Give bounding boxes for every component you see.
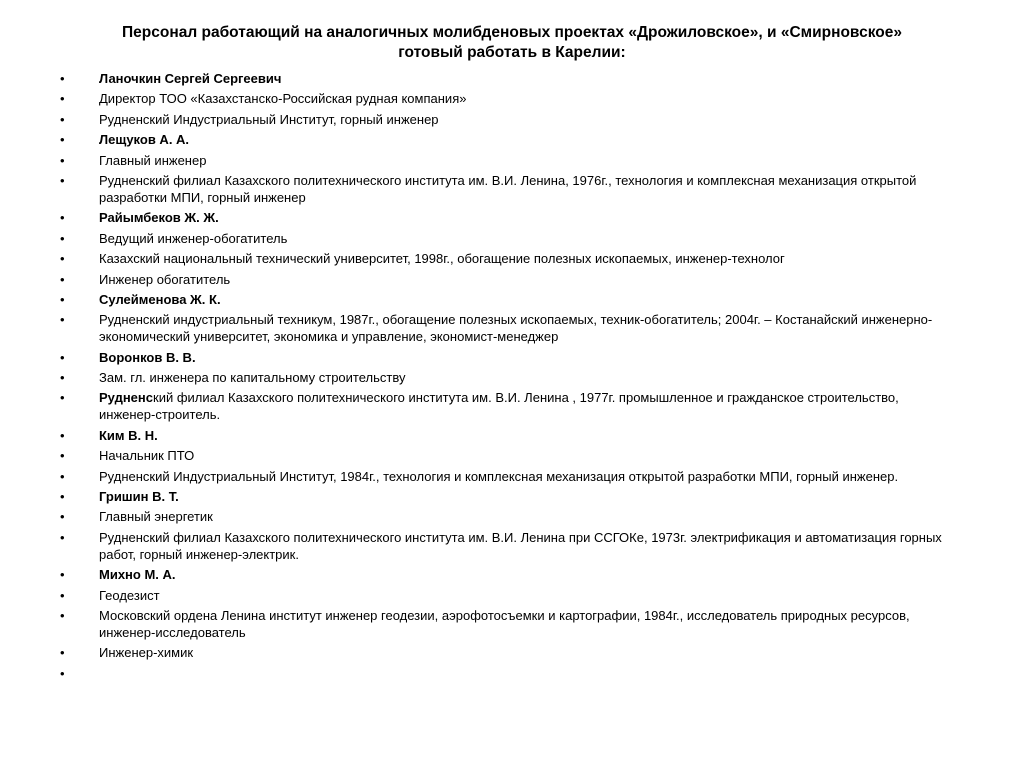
bullet-icon: • [60,210,65,226]
bullet-icon: • [60,111,65,127]
bullet-icon: • [60,312,65,328]
person-name-item [0,566,1024,583]
bullet-icon: • [60,152,65,168]
list-item-text [99,567,176,582]
list-item-text [99,153,206,168]
list-item-text [99,312,932,344]
bullet-icon: • [60,509,65,525]
list-item [0,508,1024,525]
list-item [0,271,1024,288]
bullet-icon: • [60,349,65,365]
list-item-body: Рудненский Индустриальный Институт, 1984г., технология и комплексная механизация открытой разработки МПИ, горный инженер. [99,468,899,484]
person-name-item [0,291,1024,308]
bullet-icon: • [60,251,65,267]
bullet-icon: • [60,291,65,307]
list-item-body: Рудненский филиал Казахского политехнического института им. В.И. Ленина при ССГОКе, 1973г. электрификация и автоматизация горных работ, горный инженер-электрик. [99,529,942,562]
list-item-body: Рудненский филиал Казахского политехнического института им. В.И. Ленина, 1976г., технология и комплексная механизация открытой разработки МПИ, горный инженер [99,172,917,205]
bullet-icon: • [60,468,65,484]
list-item-body: Гришин В. Т. [99,489,179,505]
list-item [0,607,1024,641]
list-item-body: Инженер обогатитель [99,271,231,287]
list-item-body: Казахский национальный технический университет, 1998г., обогащение полезных ископаемых, инженер-технолог [99,251,785,267]
list-item-body: Райымбеков Ж. Ж. [99,210,219,226]
list-item [0,90,1024,107]
list-item-body: Главный энергетик [99,509,213,525]
bullet-icon: • [60,645,65,661]
list-item [0,644,1024,661]
list-item-text [99,469,898,484]
list-item-text [99,448,194,463]
bullet-icon: • [60,489,65,505]
list-item-body: Лещуков А. А. [99,132,190,148]
list-item-body: Рудненский Индустриальный Институт, горный инженер [99,111,439,127]
person-name-item [0,427,1024,444]
list-item-text [99,645,193,660]
list-item-body: Ким В. Н. [99,427,158,443]
slide-title-line-1: Персонал работающий на аналогичных молибденовых проектах «Дрожиловское», и «Смирновское» [122,24,902,41]
list-item-text [99,390,899,422]
list-item-body: Ведущий инженер-обогатитель [99,230,288,246]
person-name-item [0,209,1024,226]
bullet-icon: • [60,91,65,107]
list-item-text [99,91,466,106]
list-item-body: Директор ТОО «Казахстанско-Российская рудная компания» [99,91,467,107]
list-item-text [99,71,281,86]
list-item [0,447,1024,464]
list-item-text [99,428,158,443]
bullet-icon: • [60,607,65,623]
list-item [0,529,1024,563]
bullet-icon: • [60,427,65,443]
list-item [0,230,1024,247]
bullet-icon: • [60,132,65,148]
list-item [0,172,1024,206]
bullet-icon: • [60,370,65,386]
slide-title [60,23,964,63]
list-item-text [99,292,221,307]
list-item [0,250,1024,267]
list-item-bold-prefix: Рудненс [99,390,153,406]
list-item [0,369,1024,386]
list-item-body: Сулейменова Ж. К. [99,291,221,307]
list-item-body: Инженер-химик [99,645,194,661]
list-item [0,587,1024,604]
list-item-body: Воронков В. В. [99,349,196,365]
bullet-icon: • [60,587,65,603]
list-item-body: Ланочкин Сергей Сергеевич [99,71,282,86]
list-item [0,389,1024,423]
bullet-icon: • [60,230,65,246]
list-item [0,468,1024,485]
bullet-icon: • [60,71,65,86]
bullet-icon: • [60,172,65,188]
list-item-body: Зам. гл. инженера по капитальному строительству [99,370,406,386]
list-item-body: кий филиал Казахского политехнического института им. В.И. Ленина , 1977г. промышленное и гражданское строительство, инженер-строитель. [99,390,899,423]
list-item-text [99,112,439,127]
list-item-text [99,370,405,385]
list-item-text [99,608,910,640]
list-item-text [99,251,785,266]
list-item [0,111,1024,128]
list-item-body: Московский ордена Ленина институт инженер геодезии, аэрофотосъемки и картографии, 1984г., исследователь природных ресурсов, инженер-исследователь [99,607,910,640]
list-item-text [99,588,160,603]
list-item-body: Главный инженер [99,152,207,168]
list-item-text [99,272,230,287]
person-name-item [0,488,1024,505]
list-item-text [99,210,219,225]
list-item-text [99,231,287,246]
list-item-body: Начальник ПТО [99,448,195,464]
slide-title-line-2: готовый работать в Карелии: [398,44,626,61]
person-name-item [0,349,1024,366]
list-item [0,152,1024,169]
list-item-text [99,350,196,365]
bullet-icon: • [60,390,65,406]
list-item-text [99,530,942,562]
bullet-icon: • [60,567,65,583]
bullet-icon: • [60,529,65,545]
bullet-icon: • [60,448,65,464]
list-item [0,311,1024,345]
bullet-icon: • [60,665,65,681]
list-item-text [99,489,179,504]
list-item-body: Геодезист [99,587,160,603]
staff-list [0,70,1024,681]
list-item-body: Михно М. А. [99,567,176,583]
bullet-icon: • [60,271,65,287]
list-item-text [99,509,213,524]
list-item-text [99,132,189,147]
person-name-item [0,131,1024,148]
list-item-text [99,173,916,205]
person-name-item [0,70,1024,87]
list-item-body: Рудненский индустриальный техникум, 1987г., обогащение полезных ископаемых, техник-обогатитель; 2004г. – Костанайский инженерно-экономический университет, экономика и управление, экономист-менеджер [99,312,933,345]
